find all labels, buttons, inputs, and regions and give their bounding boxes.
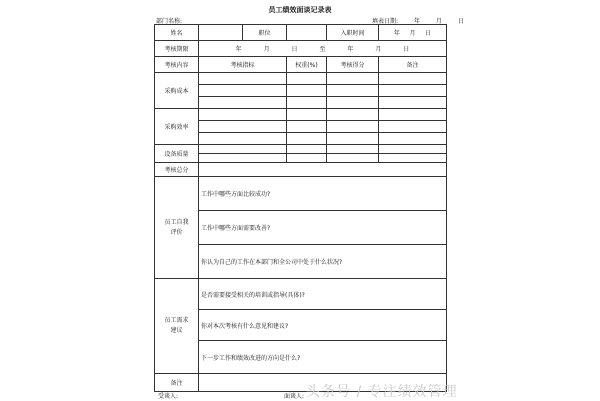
interviewee-label: 受谈人:: [158, 393, 179, 400]
cell[interactable]: [379, 133, 447, 145]
cell[interactable]: [327, 121, 379, 133]
cell[interactable]: [199, 109, 287, 121]
cell[interactable]: [327, 154, 379, 163]
row-equipment-1: [155, 145, 447, 154]
cell[interactable]: [327, 97, 379, 109]
cell[interactable]: [287, 73, 327, 85]
row-cost-3: [155, 97, 447, 109]
row-efficiency-2: [155, 121, 447, 133]
name-label: 姓名: [155, 25, 199, 41]
fill-date-label: 填表日期:: [372, 18, 399, 25]
row-self-eval-3: [155, 245, 447, 279]
row-needs-1: [155, 279, 447, 310]
cell[interactable]: [287, 145, 327, 154]
period-to: 至: [319, 46, 326, 53]
cell[interactable]: [199, 97, 287, 109]
cell[interactable]: [379, 109, 447, 121]
period-label: 考核期限: [155, 41, 199, 57]
period-day-2: 日: [403, 46, 410, 53]
row-cost-2: [155, 85, 447, 97]
remarks-label: 备注: [155, 374, 199, 392]
period-year-2: 年: [347, 46, 354, 53]
self-eval-q2[interactable]: 工作中哪些方面需要改善?: [199, 211, 447, 245]
self-eval-label: [155, 177, 199, 279]
cell[interactable]: [199, 73, 287, 85]
item-cost-label: 采购成本: [155, 73, 199, 109]
row-total: [155, 163, 447, 177]
name-value-cell[interactable]: [199, 25, 243, 41]
cell[interactable]: [379, 97, 447, 109]
entry-month: 月: [409, 30, 416, 37]
header-score: 考核得分: [327, 57, 379, 73]
evaluation-form-table: [154, 24, 447, 392]
needs-q1[interactable]: 是否需要接受相关的培训或指导(具体)?: [199, 279, 447, 310]
cell[interactable]: [379, 85, 447, 97]
cell[interactable]: [287, 121, 327, 133]
needs-label-line1: 员工需求: [164, 317, 189, 324]
needs-label: [155, 279, 199, 374]
row-equipment-2: [155, 154, 447, 163]
header-weight: 权重(%): [287, 57, 327, 73]
cell[interactable]: [199, 145, 287, 154]
row-efficiency-1: [155, 109, 447, 121]
period-value-cell[interactable]: [199, 41, 447, 57]
fill-date-day: 日: [457, 18, 464, 25]
row-needs-2: [155, 310, 447, 341]
cell[interactable]: [287, 85, 327, 97]
cell[interactable]: [327, 73, 379, 85]
cell[interactable]: [327, 85, 379, 97]
row-name: [155, 25, 447, 41]
header-note: 备注: [379, 57, 447, 73]
needs-q3[interactable]: 下一步工作和绩效改进的方向是什么?: [199, 341, 447, 374]
self-eval-label-line1: 员工自我: [164, 218, 189, 226]
watermark-text: 头条号 / 专注绩效管理: [306, 384, 458, 400]
fill-date-month: 月: [435, 18, 442, 25]
cell[interactable]: [199, 133, 287, 145]
needs-label-line2: 建议: [170, 327, 183, 334]
item-total-label: 考核总分: [155, 163, 199, 177]
cell[interactable]: [327, 133, 379, 145]
interviewer-label: 面谈人:: [284, 393, 305, 400]
row-efficiency-3: [155, 133, 447, 145]
cell[interactable]: [199, 85, 287, 97]
header-indicator: 考核指标: [199, 57, 287, 73]
header-content: 考核内容: [155, 57, 199, 73]
row-cost-1: [155, 73, 447, 85]
row-needs-3: [155, 341, 447, 374]
row-period: [155, 41, 447, 57]
cell[interactable]: [287, 97, 327, 109]
item-efficiency-label: 采购效率: [155, 109, 199, 145]
period-month-1: 月: [263, 46, 270, 53]
position-label: 职位: [243, 25, 287, 41]
cell[interactable]: [379, 154, 447, 163]
entry-date-label: 入职时间: [327, 25, 379, 41]
period-day-1: 日: [291, 46, 298, 53]
self-eval-label-line2: 评价: [170, 228, 183, 236]
cell[interactable]: [287, 133, 327, 145]
cell[interactable]: [327, 145, 379, 154]
period-year-1: 年: [235, 46, 242, 53]
fill-date-year: 年: [413, 18, 420, 25]
self-eval-q3[interactable]: 你认为自己的工作在本部门和全公司中处于什么状况?: [199, 245, 447, 279]
cell[interactable]: [327, 109, 379, 121]
item-equipment-label: 设备质量: [155, 145, 199, 163]
row-self-eval-1: [155, 177, 447, 211]
row-self-eval-2: [155, 211, 447, 245]
department-label: 部门名称:: [156, 18, 183, 25]
cell[interactable]: [199, 154, 287, 163]
entry-date-value-cell[interactable]: [379, 25, 447, 41]
cell[interactable]: [379, 145, 447, 154]
position-value-cell[interactable]: [287, 25, 327, 41]
cell[interactable]: [379, 73, 447, 85]
cell[interactable]: [287, 154, 327, 163]
entry-year: 年: [393, 30, 400, 37]
cell[interactable]: [379, 121, 447, 133]
cell[interactable]: [199, 121, 287, 133]
needs-q2[interactable]: 你对本次考核有什么意见和建议?: [199, 310, 447, 341]
period-month-2: 月: [375, 46, 382, 53]
self-eval-q1[interactable]: 工作中哪些方面比较成功?: [199, 177, 447, 211]
form-title: 员工绩效面谈记录表: [268, 6, 332, 14]
row-header: [155, 57, 447, 73]
entry-day: 日: [425, 30, 432, 37]
cell[interactable]: [287, 109, 327, 121]
total-value-cell[interactable]: [199, 163, 447, 177]
